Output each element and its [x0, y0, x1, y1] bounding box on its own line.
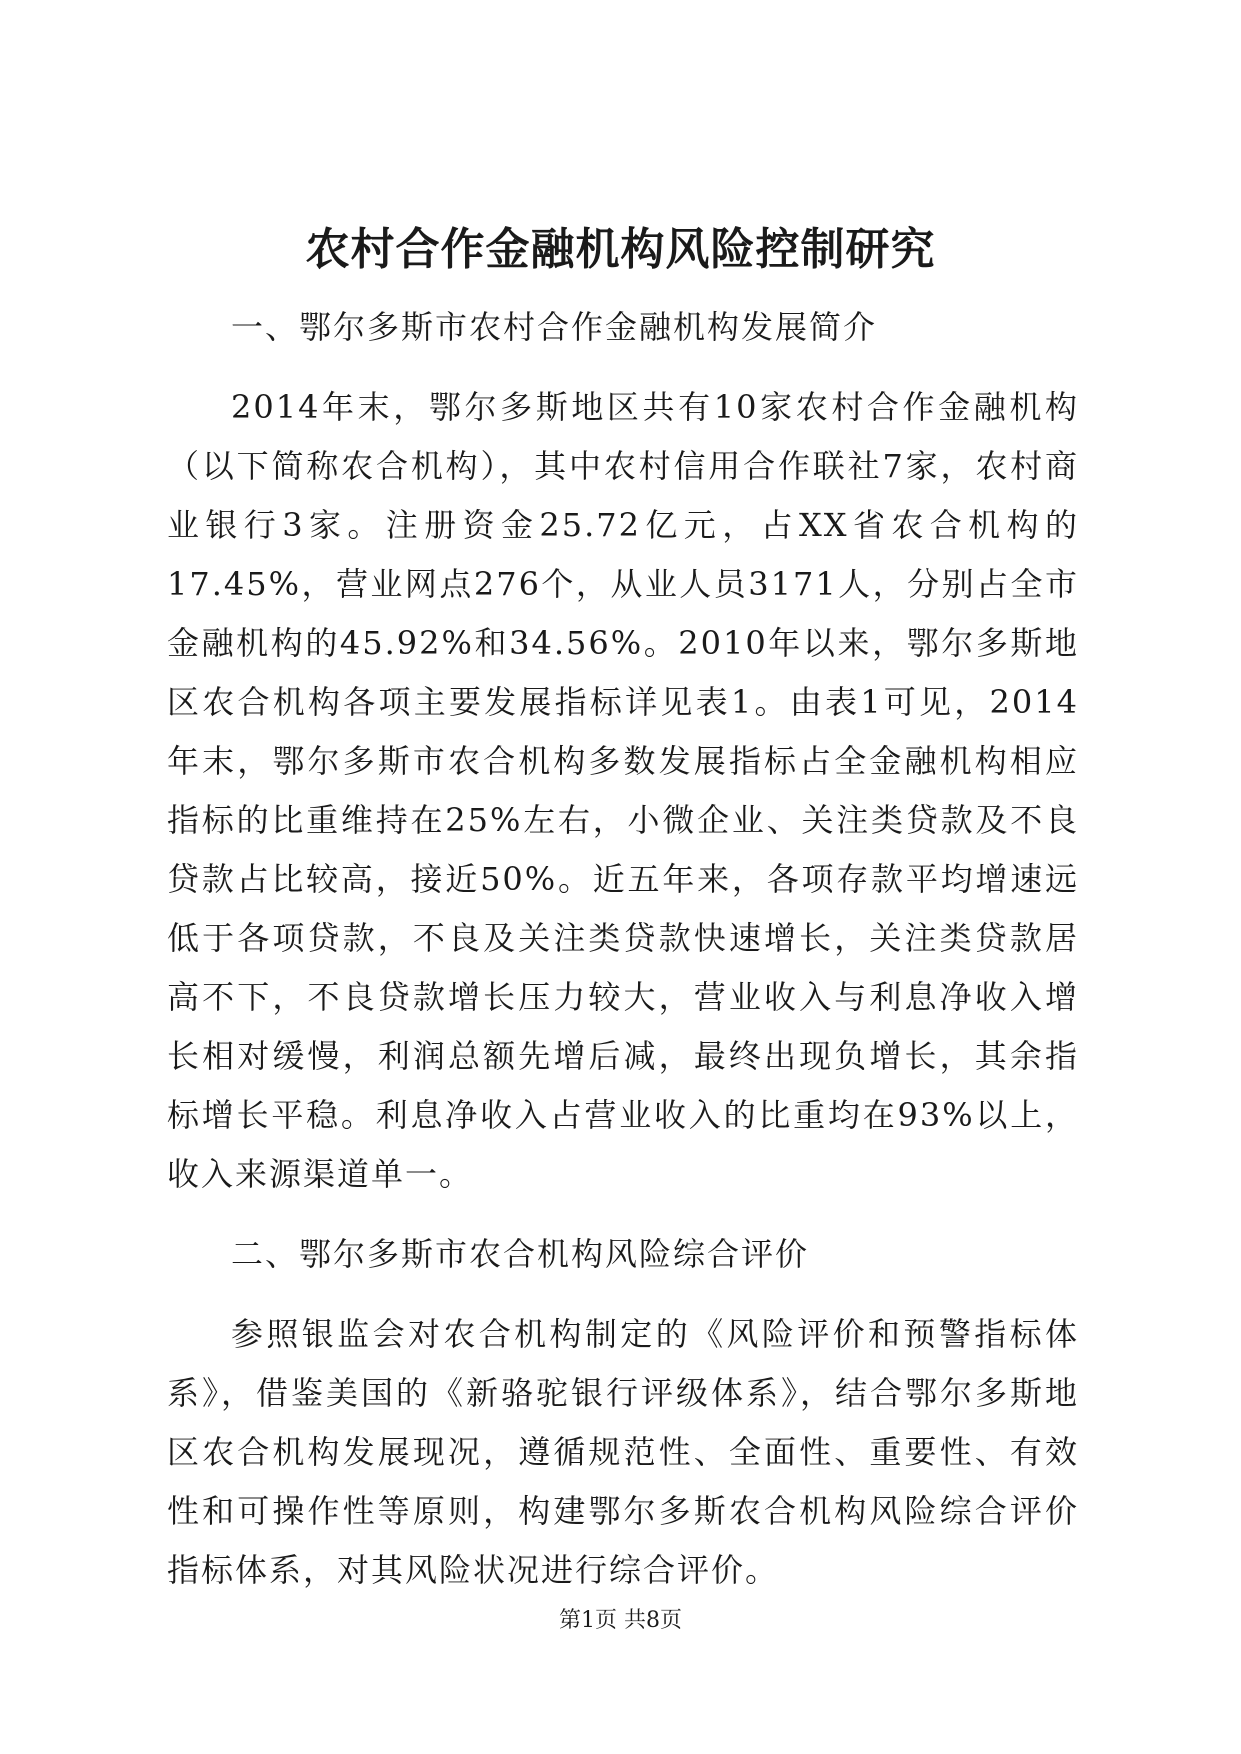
- section-paragraph-2: 参照银监会对农合机构制定的《风险评价和预警指标体系》，借鉴美国的《新骆驼银行评级体系》，结合鄂尔多斯地区农合机构发展现况，遵循规范性、全面性、重要性、有效性和可操作性等原则，构建鄂尔多斯农合机构风险综合评价指标体系，对其风险状况进行综合评价。: [167, 1315, 1079, 1589]
- document-title: 农村合作金融机构风险控制研究: [305, 224, 936, 275]
- section-paragraph-1: 2014年末，鄂尔多斯地区共有10家农村合作金融机构（以下简称农合机构），其中农村信用合作联社7家，农村商业银行3家。注册资金25.72亿元，占XX省农合机构的17.45%，营业网点276个，从业人员3171人，分别占全市金融机构的45.92%和34.56%。2010年以来，鄂尔多斯地区农合机构各项主要发展指标详见表1。由表1可见，2014年末，鄂尔多斯市农合机构多数发展指标占全金融机构相应指标的比重维持在25%左右，小微企业、关注类贷款及不良贷款占比较高，接近50%。近五年来，各项存款平均增速远低于各项贷款，不良及关注类贷款快速增长，关注类贷款居高不下，不良贷款增长压力较大，营业收入与利息净收入增长相对缓慢，利润总额先增后减，最终出现负增长，其余指标增长平稳。利息净收入占营业收入的比重均在93%以上，收入来源渠道单一。: [167, 388, 1079, 1193]
- page-footer: 第1页 共8页: [559, 1608, 682, 1633]
- document-body: [167, 298, 1079, 1621]
- section-heading-1: 一、鄂尔多斯市农村合作金融机构发展简介: [231, 308, 878, 346]
- section-heading-2: 二、鄂尔多斯市农合机构风险综合评价: [231, 1235, 810, 1273]
